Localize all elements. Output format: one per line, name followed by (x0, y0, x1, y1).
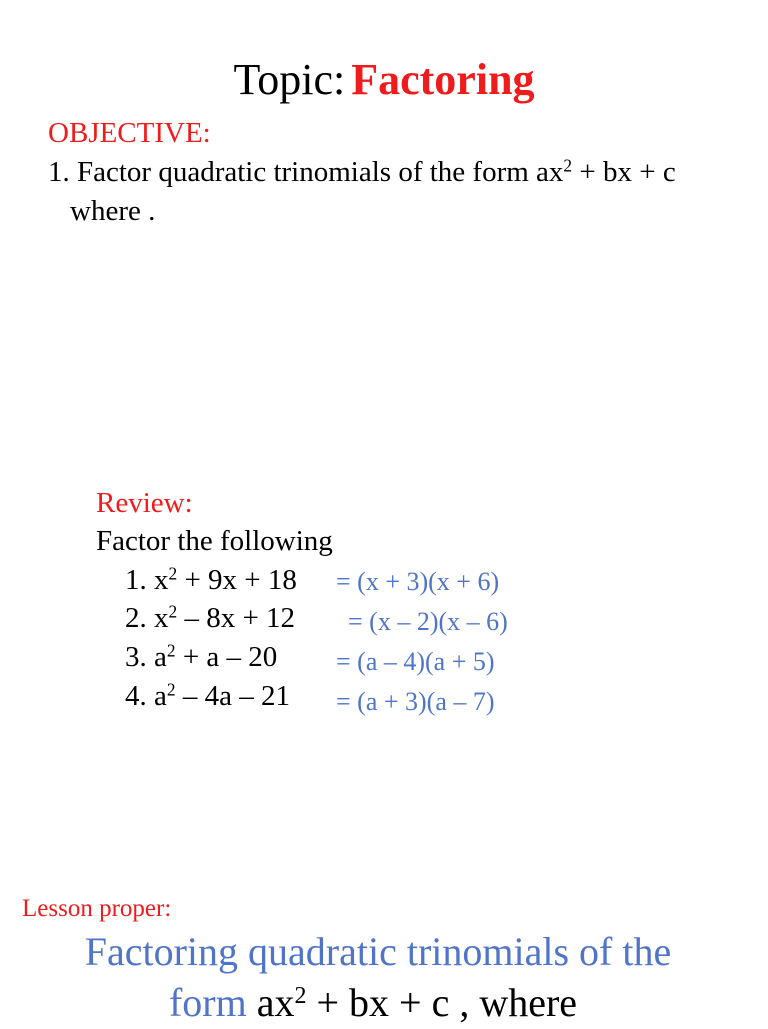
lesson-title-expression (257, 980, 577, 1025)
lesson-title-form: form (168, 980, 257, 1025)
review-problem-1 (125, 562, 297, 598)
review-answer-1: = (x + 3)(x + 6) (336, 567, 500, 596)
objective-item-exponent: 2 (563, 155, 573, 176)
objective-item-continuation: where . (70, 195, 156, 227)
objective-item-text: 1. Factor quadratic trinomials of the form ax (48, 156, 564, 188)
problem-base: x (154, 602, 169, 634)
problem-rest: + a – 20 (175, 641, 278, 673)
review-answer-3: = (a – 4)(a + 5) (336, 647, 495, 676)
review-problem-2 (125, 600, 295, 636)
problem-number: 3. (125, 641, 147, 673)
review-answer-4: = (a + 3)(a – 7) (336, 687, 495, 716)
problem-exponent: 2 (166, 640, 176, 661)
lesson-expr-exponent: 2 (294, 982, 307, 1009)
problem-rest: – 4a – 21 (175, 680, 290, 712)
review-problem-3 (125, 639, 277, 675)
objective-heading: OBJECTIVE: (48, 117, 211, 149)
review-instruction: Factor the following (96, 525, 333, 557)
lesson-heading: Lesson proper: (22, 895, 172, 922)
lesson-title-line-2 (0, 977, 746, 1029)
objective-item-rest: + bx + c (572, 156, 676, 188)
topic-value: Factoring (351, 55, 535, 104)
problem-base: a (154, 680, 167, 712)
review-heading: Review: (96, 487, 193, 519)
problem-base: a (154, 641, 167, 673)
topic-title (0, 52, 768, 108)
problem-number: 4. (125, 680, 147, 712)
review-answer-2: = (x – 2)(x – 6) (348, 607, 508, 636)
problem-number: 2. (125, 602, 147, 634)
problem-base: x (154, 564, 169, 596)
problem-exponent: 2 (166, 679, 176, 700)
lesson-expr-base: ax (256, 980, 295, 1025)
problem-rest: + 9x + 18 (177, 564, 297, 596)
objective-item (48, 154, 676, 190)
problem-exponent: 2 (168, 563, 178, 584)
lesson-title-line-1: Factoring quadratic trinomials of the (84, 929, 672, 974)
problem-number: 1. (125, 564, 147, 596)
topic-label: Topic: (233, 55, 346, 104)
review-problem-4 (125, 678, 290, 714)
problem-exponent: 2 (168, 601, 178, 622)
lesson-expr-rest: + bx + c , where (306, 980, 578, 1025)
problem-rest: – 8x + 12 (177, 602, 296, 634)
